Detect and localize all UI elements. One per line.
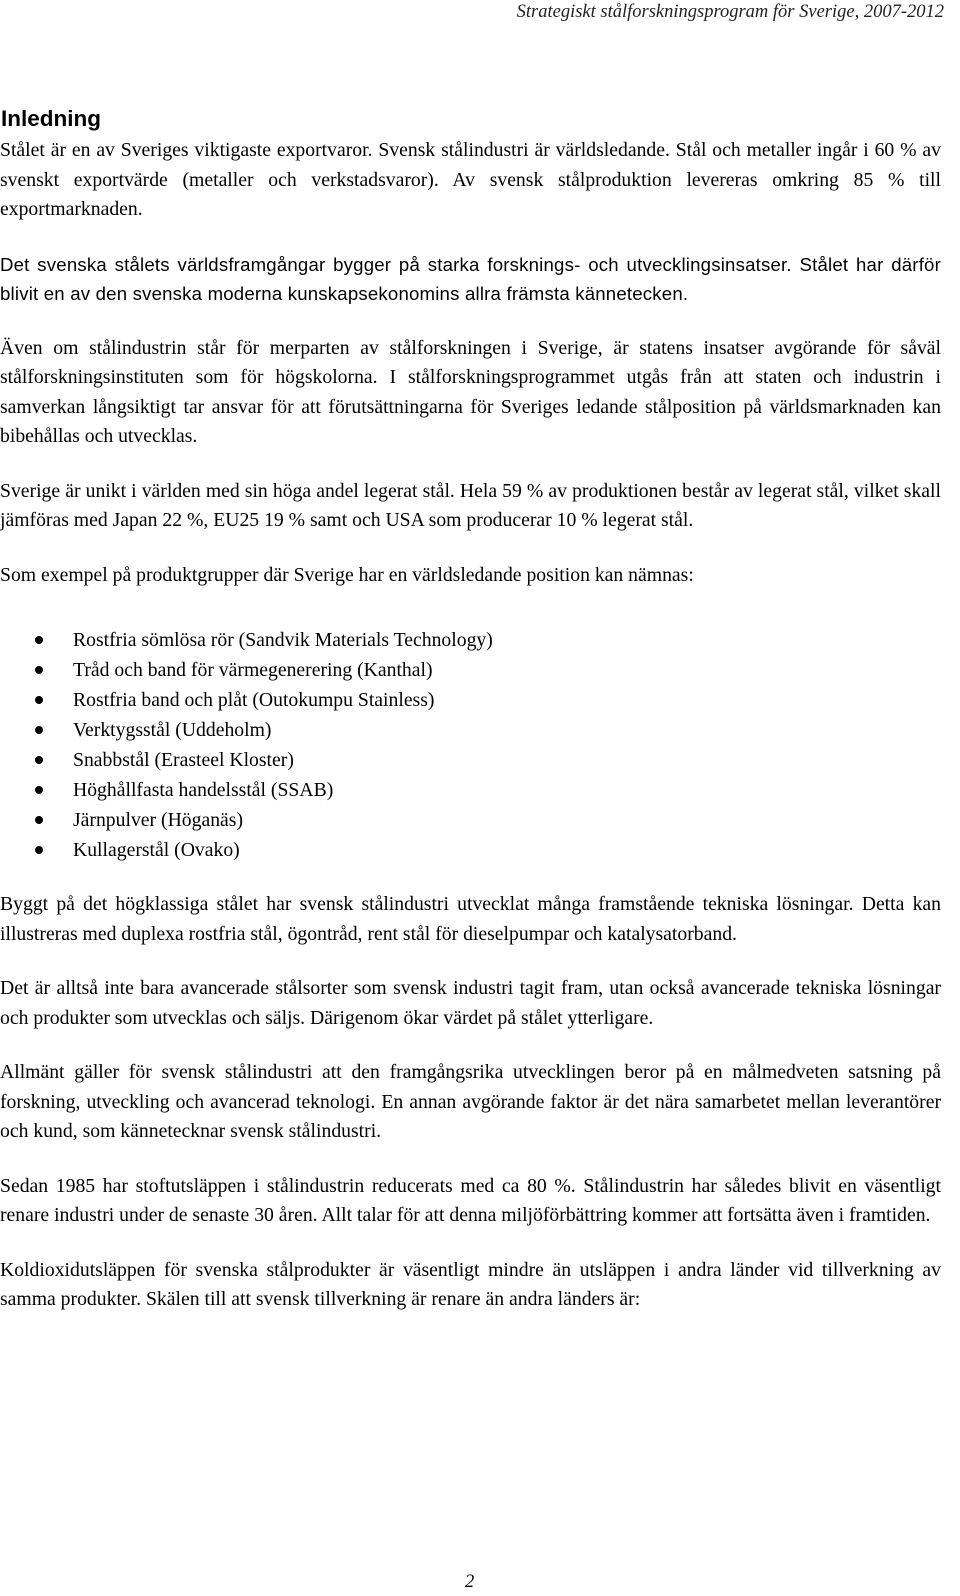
paragraph-solutions: Byggt på det högklassiga stålet har svensk stålindustri utvecklat många framstående tekniska lösningar. Detta kan illustreras med duplexa rostfria stål, ögontråd, rent stål för dieselpumpar och katalysatorband. [0,893,941,945]
bullet-icon [35,726,43,734]
running-header: Strategiskt stålforskningsprogram för Sverige, 2007-2012 [516,2,944,22]
list-item-label: Rostfria band och plåt (Outokumpu Stainless) [73,689,435,711]
product-list [0,625,941,865]
paragraph-state-role: Även om stålindustrin står för merparten av stålforskningen i Sverige, är statens insatser avgörande för såväl stålforskningsinstituten som för högskolorna. I stålforskningsprogrammet utgås från att staten och industrin i samverkan långsiktigt tar ansvar för att förutsättningarna för Sveriges ledande stålposition på världsmarknaden kan bibehållas och utvecklas. [0,336,941,447]
list-item [0,835,941,865]
list-item-label: Verktygsstål (Uddeholm) [73,719,272,741]
list-item [0,775,941,805]
list-item-label: Rostfria sömlösa rör (Sandvik Materials Technology) [73,629,493,651]
paragraph-products: Det är alltså inte bara avancerade stålsorter som svensk industri tagit fram, utan också avancerade tekniska lösningar och produkter som utvecklas och säljs. Därigenom ökar värdet på stålet ytterligare. [0,977,941,1029]
bullet-icon [35,846,43,854]
section-heading: Inledning [1,106,101,131]
list-item [0,685,941,715]
paragraph-export: Stålet är en av Sveriges viktigaste exportvaror. Svensk stålindustri är världsledande. Stål och metaller ingår i 60 % av svenskt exportvärde (metaller och verkstadsvaror). Av svensk stålproduktion levereras omkring 85 % till exportmarknaden. [0,139,941,220]
bullet-icon [35,816,43,824]
list-item [0,745,941,775]
page-body [0,104,941,1340]
bullet-icon [35,756,43,764]
bullet-icon [35,666,43,674]
list-item [0,625,941,655]
list-item-label: Snabbstål (Erasteel Kloster) [73,749,294,771]
list-item-label: Järnpulver (Höganäs) [73,809,244,831]
page-number: 2 [465,1572,475,1592]
paragraph-alloyed-steel: Sverige är unikt i världen med sin höga andel legerat stål. Hela 59 % av produktionen består av legerat stål, vilket skall jämföras med Japan 22 %, EU25 19 % samt och USA som producerar 10 % legerat stål. [0,479,941,531]
paragraph-product-intro: Som exempel på produktgrupper där Sverige har en världsledande position kan nämnas: [0,563,694,586]
bullet-icon [35,696,43,704]
paragraph-emissions: Sedan 1985 har stoftutsläppen i stålindustrin reducerats med ca 80 %. Stålindustrin har således blivit en väsentligt renare industri under de senaste 30 åren. Allt talar för att denna miljöförbättring kommer att fortsätta även i framtiden. [0,1174,941,1226]
list-item-label: Tråd och band för värmegenerering (Kanthal) [73,659,433,681]
bullet-icon [35,786,43,794]
bullet-icon [35,636,43,644]
paragraph-research: Det svenska stålets världsframgångar bygger på starka forsknings- och utvecklingsinsatser. Stålet har därför blivit en av den svenska moderna kunskapsekonomins allra främsta kännetecken. [0,253,941,304]
paragraph-co2: Koldioxidutsläppen för svenska stålprodukter är väsentligt mindre än utsläppen i andra länder vid tillverkning av samma produkter. Skälen till att svensk tillverkning är renare än andra länders är: [0,1258,941,1310]
list-item-label: Kullagerstål (Ovako) [73,839,240,861]
paragraph-technology: Allmänt gäller för svensk stålindustri att den framgångsrika utvecklingen beror på en målmedveten satsning på forskning, utveckling och avancerad teknologi. En annan avgörande faktor är det nära samarbetet mellan leverantörer och kund, som kännetecknar svensk stålindustri. [0,1061,941,1142]
list-item-label: Höghållfasta handelsstål (SSAB) [73,779,334,801]
list-item [0,655,941,685]
list-item [0,805,941,835]
list-item [0,715,941,745]
